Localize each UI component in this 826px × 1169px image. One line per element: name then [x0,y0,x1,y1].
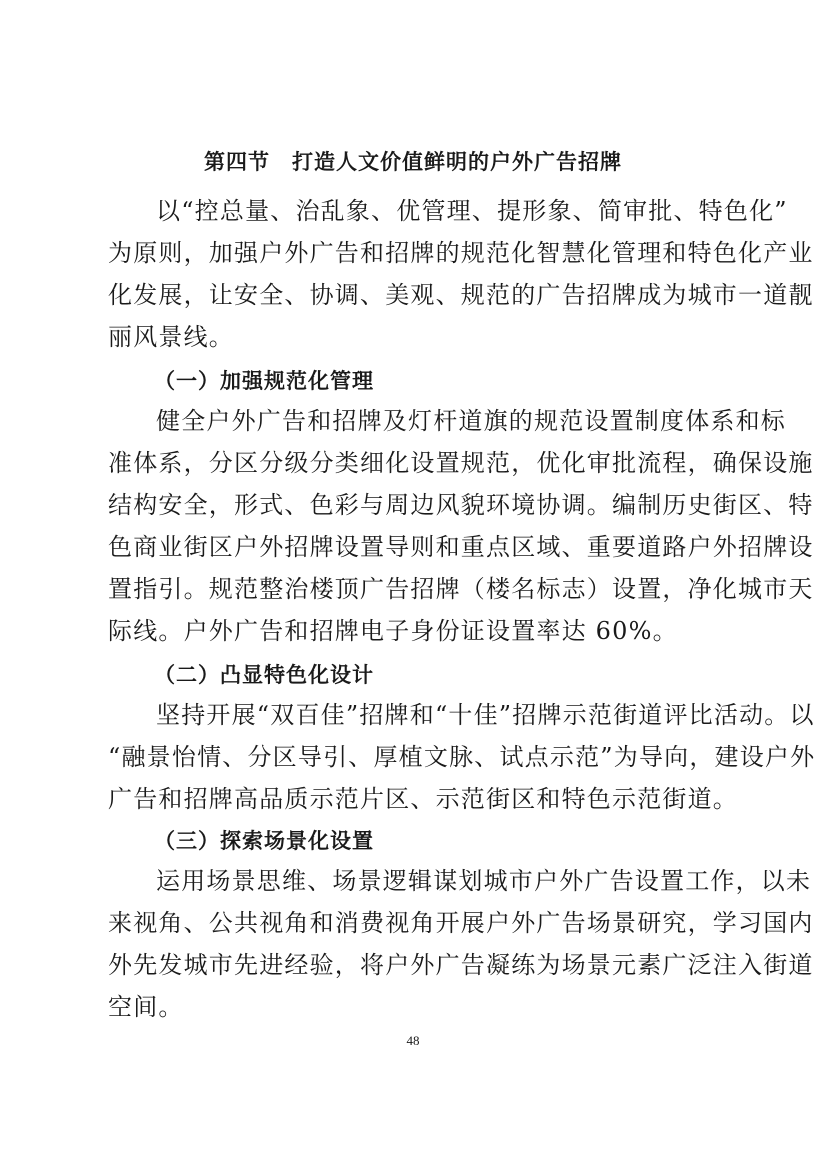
paragraph-line: “融景怡情、分区导引、厚植文脉、试点示范”为导向，建设户外 [108,743,816,771]
subheading-1: （一）加强规范化管理 [154,368,374,393]
paragraph-line: 色商业街区户外招牌设置导则和重点区域、重要道路户外招牌设 [108,533,814,561]
paragraph-line: 为原则，加强户外广告和招牌的规范化智慧化管理和特色化产业 [108,239,814,267]
paragraph-line: 化发展，让安全、协调、美观、规范的广告招牌成为城市一道靓 [108,281,814,309]
paragraph-line: 运用场景思维、场景逻辑谋划城市户外广告设置工作，以未 [156,867,812,895]
paragraph-line: 空间。 [108,993,184,1021]
page-number: 48 [406,1033,420,1048]
paragraph-line: 准体系，分区分级分类细化设置规范，优化审批流程，确保设施 [108,449,814,477]
section-title: 第四节 打造人文价值鲜明的户外广告招牌 [204,149,622,174]
paragraph-line: 广告和招牌高品质示范片区、示范街区和特色示范街道。 [108,785,738,813]
paragraph-line: 以“控总量、治乱象、优管理、提形象、简审批、特色化” [156,197,788,225]
subheading-2: （二）凸显特色化设计 [154,662,374,687]
paragraph-line: 坚持开展“双百佳”招牌和“十佳”招牌示范街道评比活动。以 [156,701,815,729]
paragraph-line: 际线。户外广告和招牌电子身份证设置率达 60%。 [108,617,678,645]
paragraph-line: 来视角、公共视角和消费视角开展户外广告场景研究，学习国内 [108,909,814,937]
paragraph-line: 丽风景线。 [108,323,234,351]
paragraph-line: 置指引。规范整治楼顶广告招牌（楼名标志）设置，净化城市天 [108,575,814,603]
subheading-3: （三）探索场景化设置 [154,828,374,853]
paragraph-line: 外先发城市先进经验，将户外广告凝练为场景元素广泛注入街道 [108,951,814,979]
paragraph-line: 健全户外广告和招牌及灯杆道旗的规范设置制度体系和标 [156,407,786,435]
paragraph-line: 结构安全，形式、色彩与周边风貌环境协调。编制历史街区、特 [108,491,814,519]
